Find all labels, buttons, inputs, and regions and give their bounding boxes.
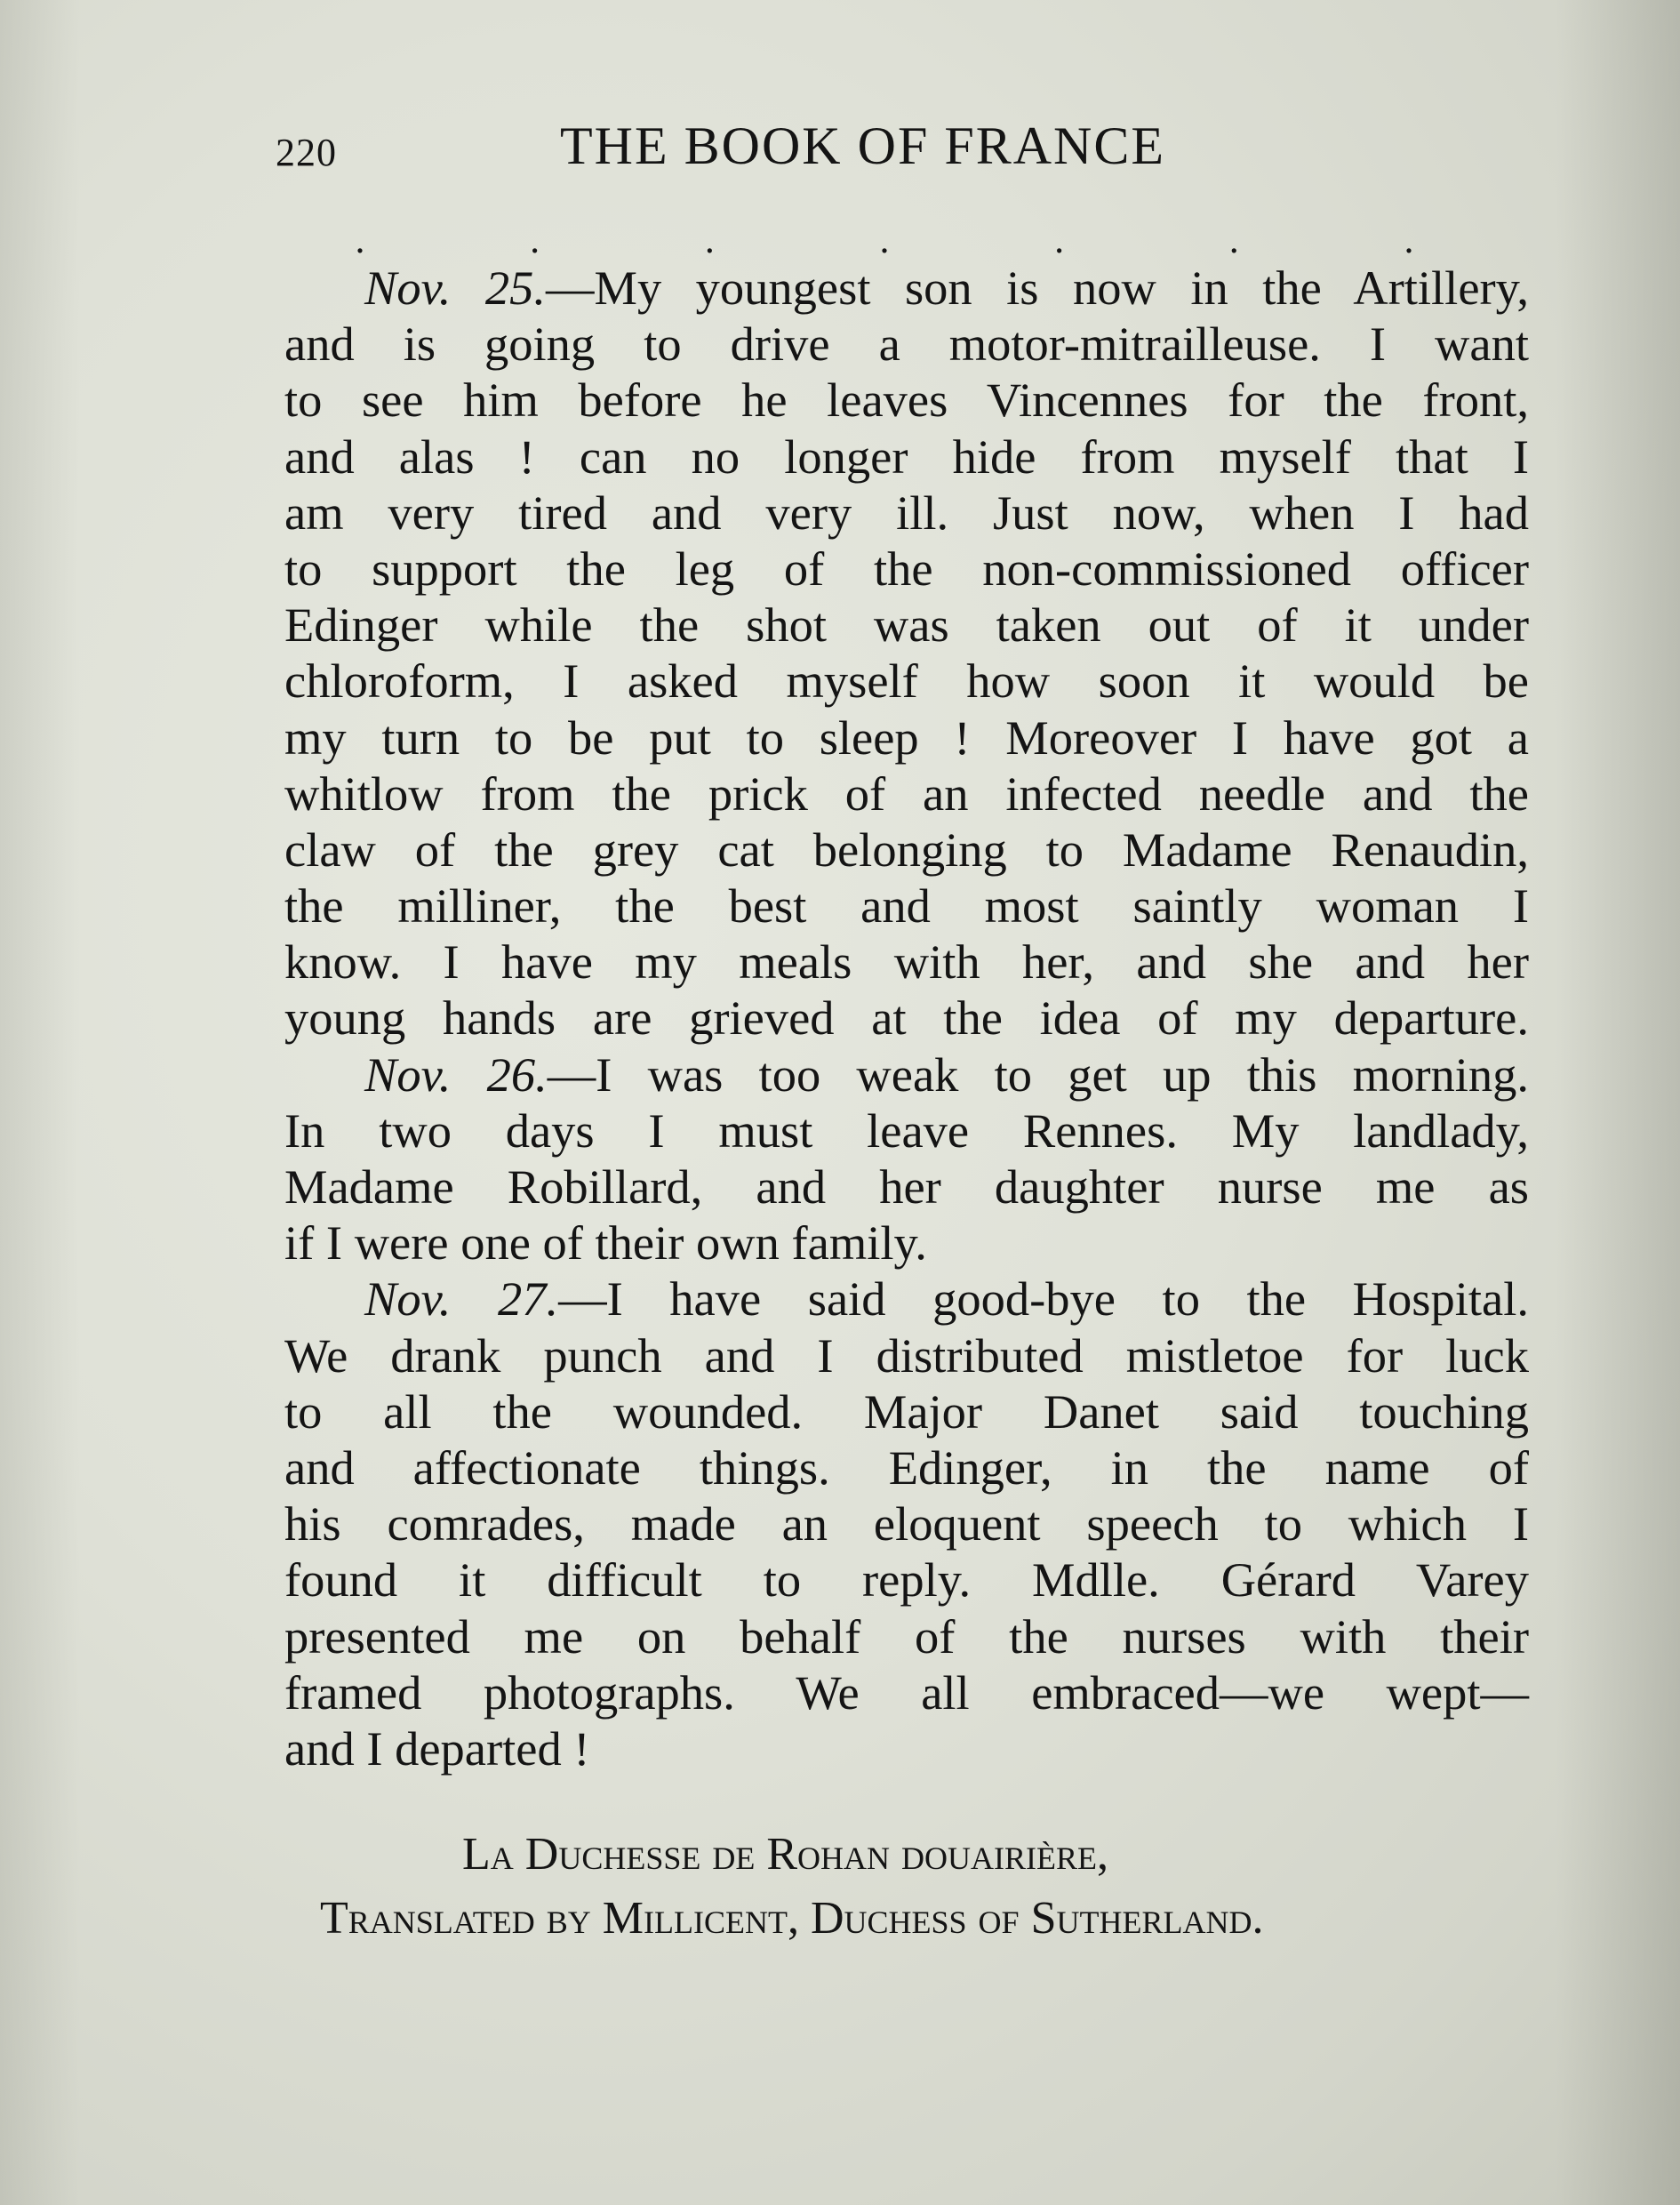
translator-credit: Translated by Millicent, Duchess of Sutherland. <box>320 1893 1264 1944</box>
text-line: We drank punch and I distributed mistletoe for luck <box>284 1327 1529 1383</box>
text-line: Madame Robillard, and her daughter nurse me as <box>284 1159 1529 1214</box>
ellipsis-separator <box>351 218 1418 261</box>
ellipsis-dot: . <box>704 218 715 261</box>
author-credit: La Duchesse de Rohan douairière, <box>462 1829 1108 1880</box>
page-shadow-right <box>1556 0 1680 2205</box>
page-shadow-left <box>0 0 80 2205</box>
ellipsis-dot: . <box>1228 218 1239 261</box>
text-line: chloroform, I asked myself how soon it would be <box>284 653 1529 709</box>
attribution <box>284 1823 1529 1951</box>
text-line: whitlow from the prick of an infected needle and the <box>284 766 1529 821</box>
entry-text: —I was too weak to get up this morning. <box>547 1046 1530 1102</box>
page-number: 220 <box>276 131 337 174</box>
text-line: Edinger while the shot was taken out of it under <box>284 597 1529 653</box>
text-line: to support the leg of the non-commissioned officer <box>284 541 1529 596</box>
ellipsis-dot: . <box>1404 218 1414 261</box>
text-line: young hands are grieved at the idea of my departure. <box>284 990 1529 1046</box>
text-line <box>284 1046 1529 1102</box>
text-line: know. I have my meals with her, and she and her <box>284 934 1529 990</box>
entry-text: —I have said good-bye to the Hospital. <box>558 1271 1529 1327</box>
ellipsis-dot: . <box>530 218 540 261</box>
text-line: In two days I must leave Rennes. My landlady, <box>284 1102 1529 1158</box>
text-line: framed photographs. We all embraced—we wept— <box>284 1664 1529 1720</box>
entry-date: Nov. 26. <box>364 1046 548 1102</box>
entry-text: —My youngest son is now in the Artillery, <box>545 261 1529 315</box>
ellipsis-dot: . <box>879 218 890 261</box>
text-line: and I departed ! <box>284 1720 590 1776</box>
text-line: his comrades, made an eloquent speech to which I <box>284 1496 1529 1552</box>
body-text <box>284 260 1529 1776</box>
text-line: to see him before he leaves Vincennes for the front, <box>284 373 1529 428</box>
text-line: claw of the grey cat belonging to Madame Renaudin, <box>284 822 1529 877</box>
running-title: THE BOOK OF FRANCE <box>560 116 1166 175</box>
text-line: am very tired and very ill. Just now, when I had <box>284 485 1529 540</box>
text-line: and is going to drive a motor-mitrailleuse. I want <box>284 317 1529 372</box>
text-line: presented me on behalf of the nurses with their <box>284 1608 1529 1664</box>
ellipsis-dot: . <box>355 218 365 261</box>
running-head <box>276 116 1253 187</box>
text-line: my turn to be put to sleep ! Moreover I have got a <box>284 710 1529 765</box>
text-line: to all the wounded. Major Danet said touching <box>284 1383 1529 1439</box>
text-line: found it difficult to reply. Mdlle. Gérard Varey <box>284 1552 1529 1608</box>
text-line <box>284 260 1529 316</box>
entry-date: Nov. 25. <box>364 261 546 315</box>
text-line: and alas ! can no longer hide from myself that I <box>284 429 1529 484</box>
text-line: if I were one of their own family. <box>284 1215 927 1271</box>
text-line: and affectionate things. Edinger, in the name of <box>284 1439 1529 1495</box>
text-line: the milliner, the best and most saintly woman I <box>284 878 1529 934</box>
text-line <box>284 1271 1529 1327</box>
entry-date: Nov. 27. <box>364 1271 559 1327</box>
ellipsis-dot: . <box>1054 218 1065 261</box>
